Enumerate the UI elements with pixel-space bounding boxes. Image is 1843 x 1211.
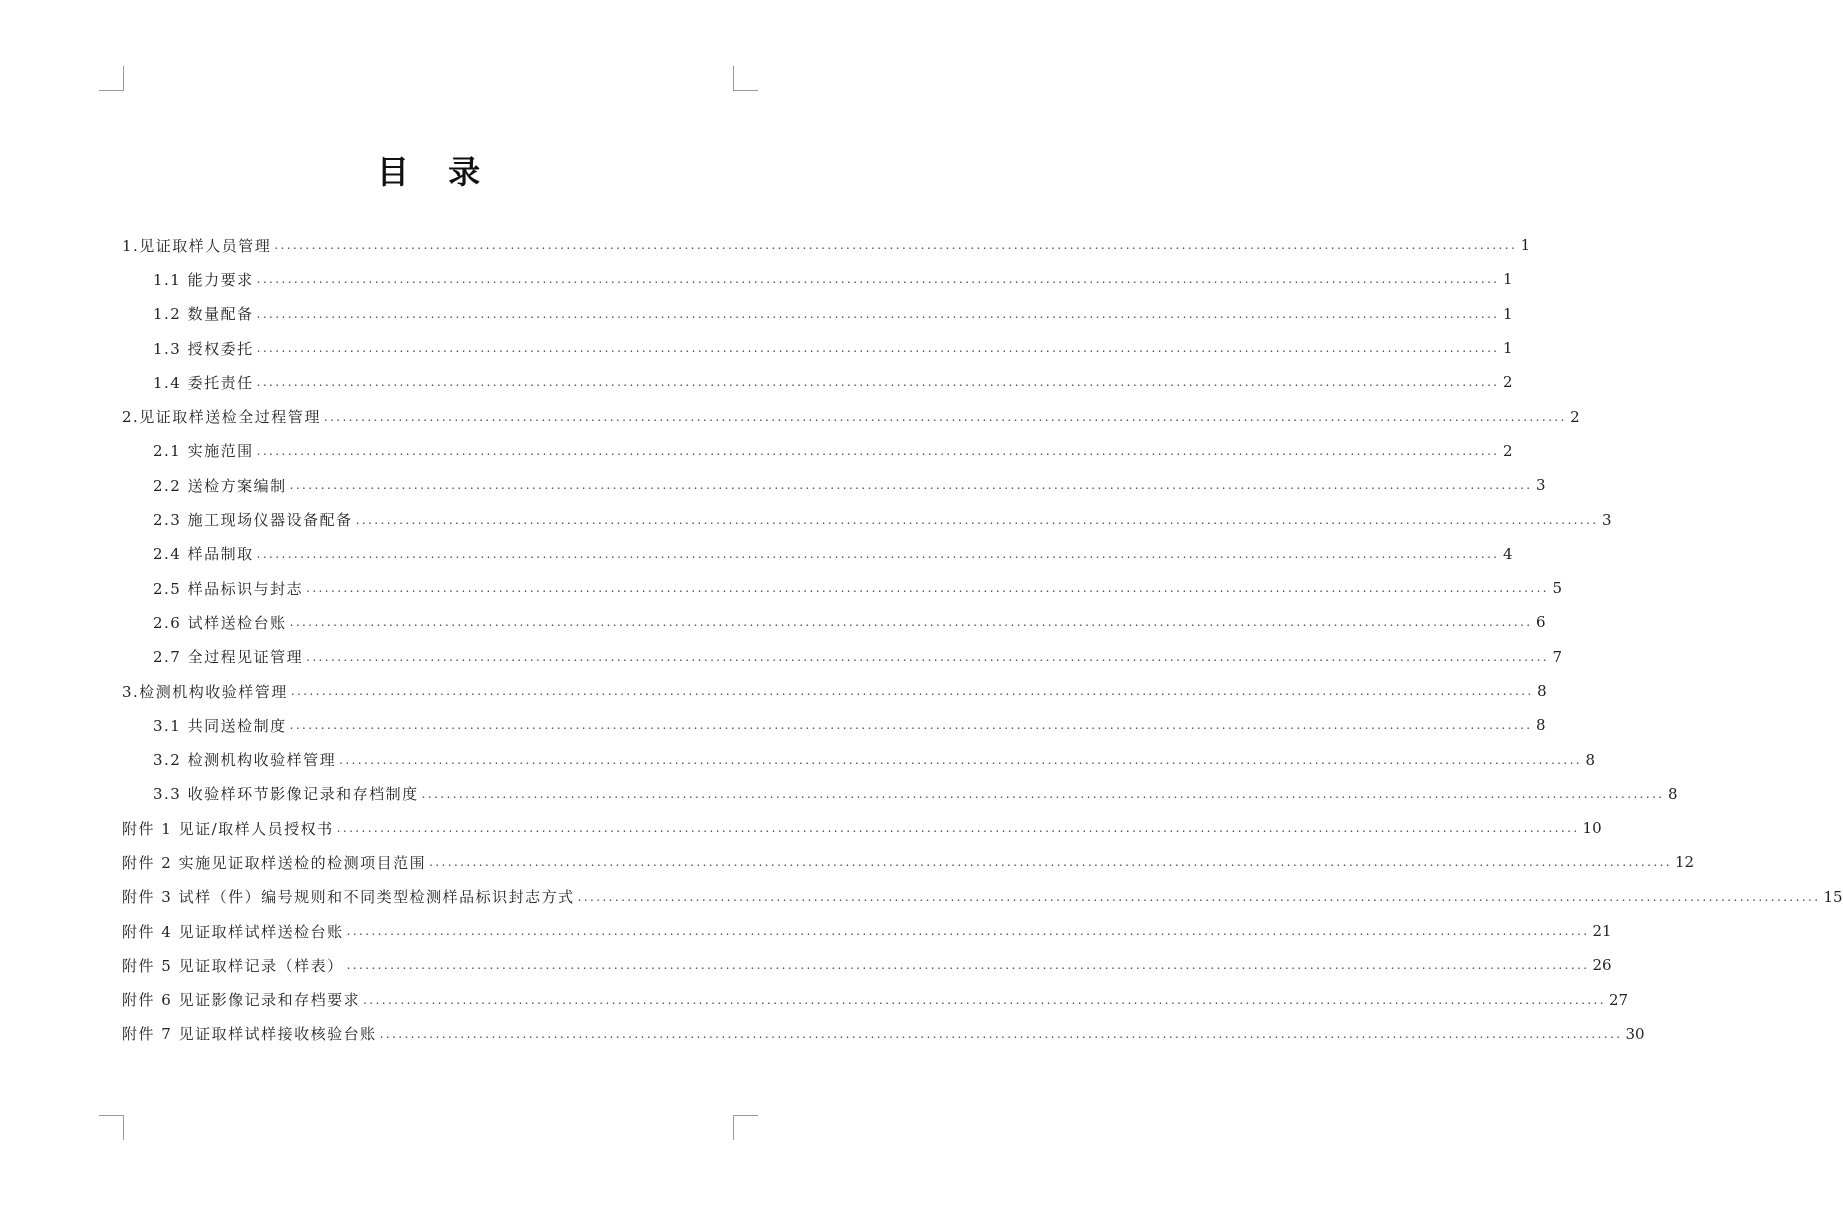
toc-entry-label: 2.6 试样送检台账 — [153, 613, 287, 632]
toc-entry[interactable] — [122, 914, 1612, 948]
toc-entry-page-number: 30 — [1625, 1024, 1645, 1043]
toc-entry-page-number: 1 — [1520, 236, 1531, 255]
toc-entry-label: 附件 6 见证影像记录和存档要求 — [122, 991, 361, 1010]
toc-leader-dots: ........................................................................................................................................................................................................ — [346, 958, 1590, 973]
toc-entry-label: 2.1 实施范围 — [153, 442, 254, 461]
corner-mark-top-right — [733, 66, 758, 91]
toc-leader-dots: ........................................................................................................................................................................................................ — [306, 581, 1550, 596]
toc-entry-label: 2.5 样品标识与封志 — [153, 579, 304, 598]
toc-entry[interactable] — [122, 948, 1612, 982]
toc-entry[interactable] — [122, 331, 1513, 365]
toc-entry-page-number: 26 — [1592, 956, 1612, 975]
toc-entry-page-number: 8 — [1535, 716, 1546, 735]
toc-leader-dots: ........................................................................................................................................................................................................ — [256, 306, 1500, 321]
toc-leader-dots: ........................................................................................................................................................................................................ — [577, 889, 1821, 904]
page-title: 目 录 — [376, 153, 495, 192]
table-of-contents — [122, 228, 1843, 1051]
corner-mark-bottom-left — [99, 1115, 124, 1140]
toc-entry-label: 2.7 全过程见证管理 — [153, 648, 304, 667]
toc-leader-dots: ........................................................................................................................................................................................................ — [429, 855, 1672, 870]
toc-entry[interactable] — [122, 845, 1695, 879]
toc-entry[interactable] — [122, 365, 1513, 399]
toc-entry-label: 附件 1 见证/取样人员授权书 — [122, 819, 334, 838]
toc-leader-dots: ........................................................................................................................................................................................................ — [289, 478, 1533, 493]
toc-leader-dots: ........................................................................................................................................................................................................ — [323, 409, 1567, 424]
toc-leader-dots: ........................................................................................................................................................................................................ — [274, 238, 1518, 253]
toc-entry-page-number: 5 — [1552, 579, 1563, 598]
toc-entry-label: 1.1 能力要求 — [153, 270, 254, 289]
toc-entry-label: 附件 7 见证取样试样接收核验台账 — [122, 1025, 377, 1044]
toc-leader-dots: ........................................................................................................................................................................................................ — [379, 1026, 1623, 1041]
toc-leader-dots: ........................................................................................................................................................................................................ — [306, 649, 1550, 664]
toc-entry-page-number: 12 — [1674, 853, 1695, 872]
toc-entry-page-number: 1 — [1502, 304, 1513, 323]
toc-entry-page-number: 15 — [1823, 887, 1843, 906]
toc-entry-page-number: 10 — [1582, 819, 1602, 838]
toc-leader-dots: ........................................................................................................................................................................................................ — [339, 752, 1583, 767]
toc-entry-page-number: 4 — [1502, 544, 1513, 563]
toc-entry[interactable] — [122, 880, 1843, 914]
toc-entry-page-number: 1 — [1502, 270, 1513, 289]
toc-entry[interactable] — [122, 502, 1612, 536]
toc-entry[interactable] — [122, 605, 1546, 639]
toc-entry-page-number: 27 — [1608, 990, 1629, 1009]
toc-leader-dots: ........................................................................................................................................................................................................ — [363, 992, 1606, 1007]
toc-entry-label: 附件 4 见证取样试样送检台账 — [122, 922, 344, 941]
toc-entry[interactable] — [122, 708, 1546, 742]
toc-entry-label: 附件 3 试样（件）编号规则和不同类型检测样品标识封志方式 — [122, 888, 575, 907]
toc-entry-label: 3.3 收验样环节影像记录和存档制度 — [153, 785, 419, 804]
toc-entry-label: 1.3 授权委托 — [153, 339, 254, 358]
toc-leader-dots: ........................................................................................................................................................................................................ — [256, 272, 1500, 287]
toc-entry-label: 3.检测机构收验样管理 — [122, 682, 288, 701]
toc-entry-label: 3.2 检测机构收验样管理 — [153, 751, 337, 770]
toc-leader-dots: ........................................................................................................................................................................................................ — [421, 786, 1665, 801]
toc-entry-label: 2.见证取样送检全过程管理 — [122, 408, 321, 427]
toc-leader-dots: ........................................................................................................................................................................................................ — [256, 546, 1500, 561]
toc-entry-page-number: 8 — [1537, 682, 1547, 700]
toc-entry-page-number: 3 — [1601, 510, 1612, 529]
toc-entry[interactable] — [122, 742, 1596, 776]
toc-entry-label: 2.3 施工现场仪器设备配备 — [153, 511, 353, 530]
toc-entry[interactable] — [122, 537, 1513, 571]
toc-entry[interactable] — [122, 399, 1580, 433]
toc-entry-page-number: 8 — [1585, 750, 1596, 769]
toc-entry-page-number: 3 — [1535, 476, 1546, 495]
toc-entry[interactable] — [122, 571, 1563, 605]
toc-entry[interactable] — [122, 1017, 1645, 1051]
toc-leader-dots: ........................................................................................................................................................................................................ — [355, 512, 1599, 527]
toc-entry[interactable] — [122, 983, 1629, 1017]
toc-leader-dots: ........................................................................................................................................................................................................ — [256, 443, 1500, 458]
toc-entry[interactable] — [122, 777, 1678, 811]
toc-entry-label: 1.见证取样人员管理 — [122, 236, 272, 255]
toc-entry[interactable] — [122, 674, 1547, 708]
toc-leader-dots: ........................................................................................................................................................................................................ — [289, 718, 1533, 733]
toc-entry-label: 3.1 共同送检制度 — [153, 716, 287, 735]
toc-entry-page-number: 2 — [1502, 373, 1513, 392]
toc-entry[interactable] — [122, 811, 1602, 845]
toc-entry-label: 1.2 数量配备 — [153, 305, 254, 324]
toc-entry[interactable] — [122, 262, 1513, 296]
toc-entry[interactable] — [122, 297, 1513, 331]
toc-entry-label: 2.4 样品制取 — [153, 545, 254, 564]
toc-entry-page-number: 6 — [1535, 613, 1546, 632]
toc-entry[interactable] — [122, 434, 1513, 468]
toc-entry[interactable] — [122, 468, 1546, 502]
toc-leader-dots: ........................................................................................................................................................................................................ — [336, 821, 1580, 836]
toc-entry-page-number: 2 — [1570, 407, 1580, 426]
corner-mark-top-left — [99, 66, 124, 91]
toc-entry-page-number: 2 — [1502, 441, 1513, 460]
toc-leader-dots: ........................................................................................................................................................................................................ — [256, 341, 1500, 356]
toc-leader-dots: ........................................................................................................................................................................................................ — [256, 375, 1500, 390]
toc-entry-label: 2.2 送检方案编制 — [153, 476, 287, 495]
toc-entry-label: 附件 5 见证取样记录（样表） — [122, 956, 344, 975]
toc-leader-dots: ........................................................................................................................................................................................................ — [289, 615, 1533, 630]
toc-entry[interactable] — [122, 640, 1563, 674]
corner-mark-bottom-right — [733, 1115, 758, 1140]
toc-entry-label: 1.4 委托责任 — [153, 373, 254, 392]
toc-entry[interactable] — [122, 228, 1531, 262]
toc-leader-dots: ........................................................................................................................................................................................................ — [290, 684, 1534, 698]
toc-entry-label: 附件 2 实施见证取样送检的检测项目范围 — [122, 853, 427, 872]
toc-entry-page-number: 1 — [1502, 339, 1513, 358]
toc-entry-page-number: 21 — [1592, 922, 1612, 941]
toc-entry-page-number: 7 — [1552, 647, 1563, 666]
toc-entry-page-number: 8 — [1667, 784, 1678, 803]
toc-leader-dots: ........................................................................................................................................................................................................ — [346, 924, 1590, 939]
